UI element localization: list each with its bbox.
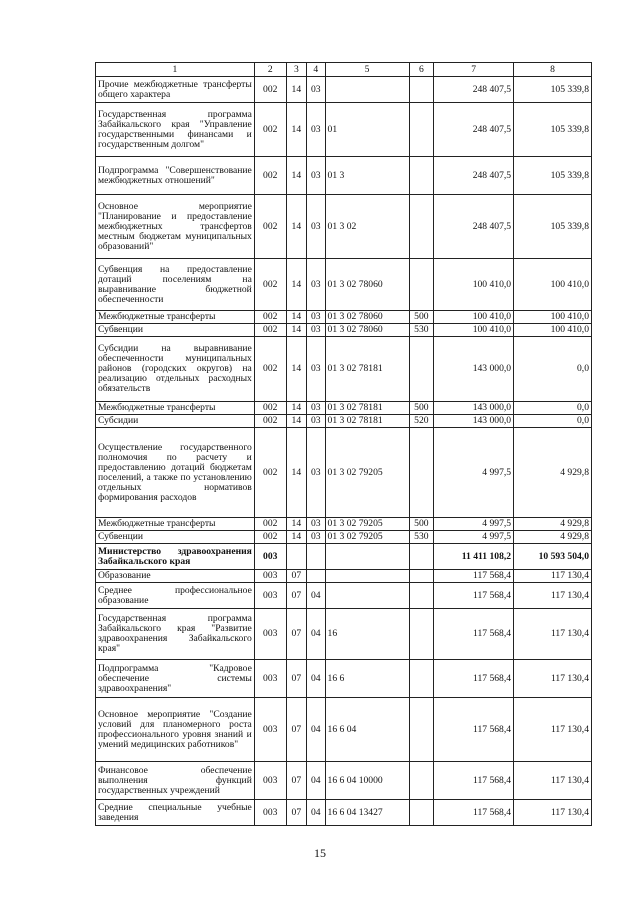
- row-section-cell: 14: [286, 259, 306, 311]
- table-row: [96, 311, 592, 324]
- row-code-cell: 003: [254, 609, 286, 660]
- row-type-cell: 520: [409, 415, 434, 428]
- row-code-cell: 002: [254, 337, 286, 402]
- row-target-cell: 01 3 02 78181: [325, 402, 409, 415]
- row-type-cell: [409, 428, 434, 518]
- row-amount-2-cell: 0,0: [514, 337, 592, 402]
- row-code-cell: 002: [254, 415, 286, 428]
- row-target-cell: [325, 544, 409, 570]
- row-amount-1-cell: 143 000,0: [434, 402, 514, 415]
- column-header: 2: [254, 63, 286, 77]
- row-type-cell: [409, 762, 434, 800]
- row-name-cell: Образование: [96, 570, 255, 583]
- row-code-cell: 003: [254, 698, 286, 762]
- column-header: 6: [409, 63, 434, 77]
- row-type-cell: [409, 544, 434, 570]
- table-row: [96, 531, 592, 544]
- row-amount-2-cell: 0,0: [514, 402, 592, 415]
- row-type-cell: [409, 103, 434, 157]
- row-amount-2-cell: 117 130,4: [514, 570, 592, 583]
- row-name-cell: Межбюджетные трансферты: [96, 402, 255, 415]
- row-amount-1-cell: 248 407,5: [434, 195, 514, 259]
- table-row: [96, 570, 592, 583]
- row-section-cell: 07: [286, 570, 306, 583]
- table-header-row: [96, 63, 592, 77]
- row-amount-1-cell: 117 568,4: [434, 762, 514, 800]
- row-code-cell: 002: [254, 103, 286, 157]
- row-type-cell: 500: [409, 311, 434, 324]
- table-row: [96, 660, 592, 698]
- row-amount-1-cell: 4 997,5: [434, 518, 514, 531]
- row-amount-2-cell: 0,0: [514, 415, 592, 428]
- row-type-cell: [409, 195, 434, 259]
- row-section-cell: 14: [286, 402, 306, 415]
- row-name-cell: Государственная программа Забайкальского края "Управление государственными финансами и государственным долгом": [96, 103, 255, 157]
- row-amount-1-cell: 117 568,4: [434, 583, 514, 609]
- row-section-cell: 14: [286, 428, 306, 518]
- row-amount-2-cell: 117 130,4: [514, 583, 592, 609]
- table-row: [96, 428, 592, 518]
- row-subsection-cell: 03: [307, 428, 325, 518]
- row-name-cell: Субвенции: [96, 531, 255, 544]
- row-subsection-cell: 03: [307, 103, 325, 157]
- row-code-cell: 002: [254, 518, 286, 531]
- row-name-cell: Среднее профессиональное образование: [96, 583, 255, 609]
- row-name-cell: Основное мероприятие "Планирование и предоставление межбюджетных трансфертов местным бюджетам муниципальных образований": [96, 195, 255, 259]
- row-amount-1-cell: 100 410,0: [434, 324, 514, 337]
- row-section-cell: [286, 544, 306, 570]
- row-section-cell: 14: [286, 415, 306, 428]
- row-subsection-cell: 03: [307, 324, 325, 337]
- row-amount-1-cell: 248 407,5: [434, 77, 514, 103]
- table-row: [96, 698, 592, 762]
- row-amount-1-cell: 248 407,5: [434, 103, 514, 157]
- row-name-cell: Основное мероприятие "Создание условий для планомерного роста профессионального уровня знаний и умений медицинских работников": [96, 698, 255, 762]
- row-code-cell: 002: [254, 324, 286, 337]
- row-subsection-cell: 03: [307, 518, 325, 531]
- row-amount-1-cell: 4 997,5: [434, 428, 514, 518]
- row-name-cell: Субсидии: [96, 415, 255, 428]
- row-code-cell: 002: [254, 157, 286, 195]
- row-subsection-cell: 04: [307, 609, 325, 660]
- row-section-cell: 07: [286, 762, 306, 800]
- row-type-cell: 530: [409, 531, 434, 544]
- row-type-cell: [409, 157, 434, 195]
- row-name-cell: Министерство здравоохранения Забайкальского края: [96, 544, 255, 570]
- row-subsection-cell: 03: [307, 402, 325, 415]
- table-row: [96, 583, 592, 609]
- row-code-cell: 002: [254, 428, 286, 518]
- row-amount-2-cell: 100 410,0: [514, 311, 592, 324]
- row-section-cell: 14: [286, 337, 306, 402]
- row-amount-2-cell: 105 339,8: [514, 103, 592, 157]
- column-header: 8: [514, 63, 592, 77]
- row-amount-2-cell: 105 339,8: [514, 77, 592, 103]
- table-row: [96, 103, 592, 157]
- budget-table: [95, 62, 592, 826]
- row-name-cell: Средние специальные учебные заведения: [96, 800, 255, 826]
- row-target-cell: 01 3 02 78060: [325, 324, 409, 337]
- row-code-cell: 002: [254, 259, 286, 311]
- row-name-cell: Прочие межбюджетные трансферты общего характера: [96, 77, 255, 103]
- row-subsection-cell: 03: [307, 259, 325, 311]
- table-row: [96, 518, 592, 531]
- table-row: [96, 337, 592, 402]
- row-section-cell: 14: [286, 77, 306, 103]
- row-subsection-cell: 03: [307, 157, 325, 195]
- row-amount-2-cell: 100 410,0: [514, 324, 592, 337]
- column-header: 7: [434, 63, 514, 77]
- row-name-cell: Осуществление государственного полномочия по расчету и предоставлению дотаций бюджетам поселений, а также по установлению отдельных нормативов формирования расходов: [96, 428, 255, 518]
- row-subsection-cell: 04: [307, 762, 325, 800]
- row-target-cell: 16 6: [325, 660, 409, 698]
- row-subsection-cell: [307, 544, 325, 570]
- row-code-cell: 003: [254, 800, 286, 826]
- row-code-cell: 002: [254, 531, 286, 544]
- row-name-cell: Межбюджетные трансферты: [96, 518, 255, 531]
- row-amount-1-cell: 117 568,4: [434, 609, 514, 660]
- row-subsection-cell: 04: [307, 698, 325, 762]
- column-header: 4: [307, 63, 325, 77]
- table-row: [96, 544, 592, 570]
- row-subsection-cell: 03: [307, 337, 325, 402]
- table-row: [96, 415, 592, 428]
- row-amount-2-cell: 117 130,4: [514, 660, 592, 698]
- row-section-cell: 14: [286, 157, 306, 195]
- row-amount-2-cell: 4 929,8: [514, 518, 592, 531]
- row-type-cell: 500: [409, 402, 434, 415]
- row-type-cell: [409, 583, 434, 609]
- row-subsection-cell: 04: [307, 583, 325, 609]
- row-section-cell: 14: [286, 324, 306, 337]
- row-code-cell: 003: [254, 762, 286, 800]
- row-target-cell: 16 6 04 10000: [325, 762, 409, 800]
- row-amount-1-cell: 117 568,4: [434, 698, 514, 762]
- row-type-cell: [409, 570, 434, 583]
- row-code-cell: 002: [254, 195, 286, 259]
- row-subsection-cell: 04: [307, 660, 325, 698]
- table-body: [96, 77, 592, 826]
- row-name-cell: Финансовое обеспечение выполнения функций государственных учреждений: [96, 762, 255, 800]
- table-row: [96, 259, 592, 311]
- row-amount-1-cell: 248 407,5: [434, 157, 514, 195]
- row-amount-1-cell: 143 000,0: [434, 337, 514, 402]
- row-subsection-cell: 03: [307, 415, 325, 428]
- row-target-cell: [325, 570, 409, 583]
- table-row: [96, 324, 592, 337]
- row-subsection-cell: 03: [307, 531, 325, 544]
- row-section-cell: 14: [286, 103, 306, 157]
- column-header: 3: [286, 63, 306, 77]
- table-row: [96, 77, 592, 103]
- row-type-cell: 530: [409, 324, 434, 337]
- row-target-cell: 01 3 02: [325, 195, 409, 259]
- row-amount-2-cell: 4 929,8: [514, 428, 592, 518]
- table-row: [96, 402, 592, 415]
- row-type-cell: [409, 337, 434, 402]
- row-amount-2-cell: 10 593 504,0: [514, 544, 592, 570]
- row-amount-1-cell: 143 000,0: [434, 415, 514, 428]
- row-amount-2-cell: 117 130,4: [514, 762, 592, 800]
- row-section-cell: 07: [286, 583, 306, 609]
- table-row: [96, 800, 592, 826]
- row-amount-2-cell: 4 929,8: [514, 531, 592, 544]
- table-row: [96, 762, 592, 800]
- row-code-cell: 003: [254, 583, 286, 609]
- row-subsection-cell: [307, 570, 325, 583]
- row-code-cell: 003: [254, 544, 286, 570]
- row-amount-1-cell: 117 568,4: [434, 660, 514, 698]
- row-target-cell: 01 3: [325, 157, 409, 195]
- row-section-cell: 07: [286, 800, 306, 826]
- row-amount-2-cell: 117 130,4: [514, 698, 592, 762]
- row-type-cell: [409, 259, 434, 311]
- row-subsection-cell: 03: [307, 195, 325, 259]
- row-section-cell: 14: [286, 195, 306, 259]
- row-amount-2-cell: 117 130,4: [514, 609, 592, 660]
- row-section-cell: 14: [286, 531, 306, 544]
- row-type-cell: [409, 698, 434, 762]
- table-row: [96, 195, 592, 259]
- row-subsection-cell: 03: [307, 311, 325, 324]
- row-amount-1-cell: 117 568,4: [434, 800, 514, 826]
- row-amount-2-cell: 105 339,8: [514, 195, 592, 259]
- row-name-cell: Межбюджетные трансферты: [96, 311, 255, 324]
- row-target-cell: [325, 583, 409, 609]
- row-amount-1-cell: 100 410,0: [434, 311, 514, 324]
- row-target-cell: 01 3 02 79205: [325, 518, 409, 531]
- row-name-cell: Государственная программа Забайкальского края "Развитие здравоохранения Забайкальского края": [96, 609, 255, 660]
- row-type-cell: [409, 77, 434, 103]
- row-name-cell: Подпрограмма "Кадровое обеспечение системы здравоохранения": [96, 660, 255, 698]
- row-target-cell: 01 3 02 79205: [325, 531, 409, 544]
- row-code-cell: 003: [254, 660, 286, 698]
- column-header: 5: [325, 63, 409, 77]
- row-section-cell: 07: [286, 660, 306, 698]
- row-type-cell: [409, 660, 434, 698]
- row-target-cell: 01 3 02 78181: [325, 337, 409, 402]
- row-type-cell: [409, 609, 434, 660]
- row-amount-2-cell: 105 339,8: [514, 157, 592, 195]
- row-code-cell: 002: [254, 77, 286, 103]
- row-amount-2-cell: 100 410,0: [514, 259, 592, 311]
- row-code-cell: 003: [254, 570, 286, 583]
- row-amount-1-cell: 11 411 108,2: [434, 544, 514, 570]
- row-name-cell: Подпрограмма "Совершенствование межбюджетных отношений": [96, 157, 255, 195]
- row-code-cell: 002: [254, 311, 286, 324]
- row-type-cell: 500: [409, 518, 434, 531]
- row-name-cell: Субвенции: [96, 324, 255, 337]
- column-header: 1: [96, 63, 255, 77]
- table-row: [96, 157, 592, 195]
- row-section-cell: 07: [286, 609, 306, 660]
- row-target-cell: 01 3 02 78060: [325, 259, 409, 311]
- row-target-cell: 16 6 04: [325, 698, 409, 762]
- row-target-cell: 01 3 02 78181: [325, 415, 409, 428]
- row-target-cell: 01 3 02 79205: [325, 428, 409, 518]
- page-number: 15: [314, 846, 326, 860]
- row-name-cell: Субсидии на выравнивание обеспеченности муниципальных районов (городских округов) на реализацию отдельных расходных обязательств: [96, 337, 255, 402]
- row-amount-2-cell: 117 130,4: [514, 800, 592, 826]
- row-section-cell: 14: [286, 311, 306, 324]
- row-target-cell: 01 3 02 78060: [325, 311, 409, 324]
- row-target-cell: [325, 77, 409, 103]
- row-subsection-cell: 04: [307, 800, 325, 826]
- row-amount-1-cell: 100 410,0: [434, 259, 514, 311]
- table-row: [96, 609, 592, 660]
- row-target-cell: 16: [325, 609, 409, 660]
- row-subsection-cell: 03: [307, 77, 325, 103]
- row-target-cell: 16 6 04 13427: [325, 800, 409, 826]
- row-name-cell: Субвенция на предоставление дотаций поселениям на выравнивание бюджетной обеспеченности: [96, 259, 255, 311]
- row-amount-1-cell: 4 997,5: [434, 531, 514, 544]
- row-amount-1-cell: 117 568,4: [434, 570, 514, 583]
- row-section-cell: 14: [286, 518, 306, 531]
- row-type-cell: [409, 800, 434, 826]
- row-section-cell: 07: [286, 698, 306, 762]
- row-code-cell: 002: [254, 402, 286, 415]
- row-target-cell: 01: [325, 103, 409, 157]
